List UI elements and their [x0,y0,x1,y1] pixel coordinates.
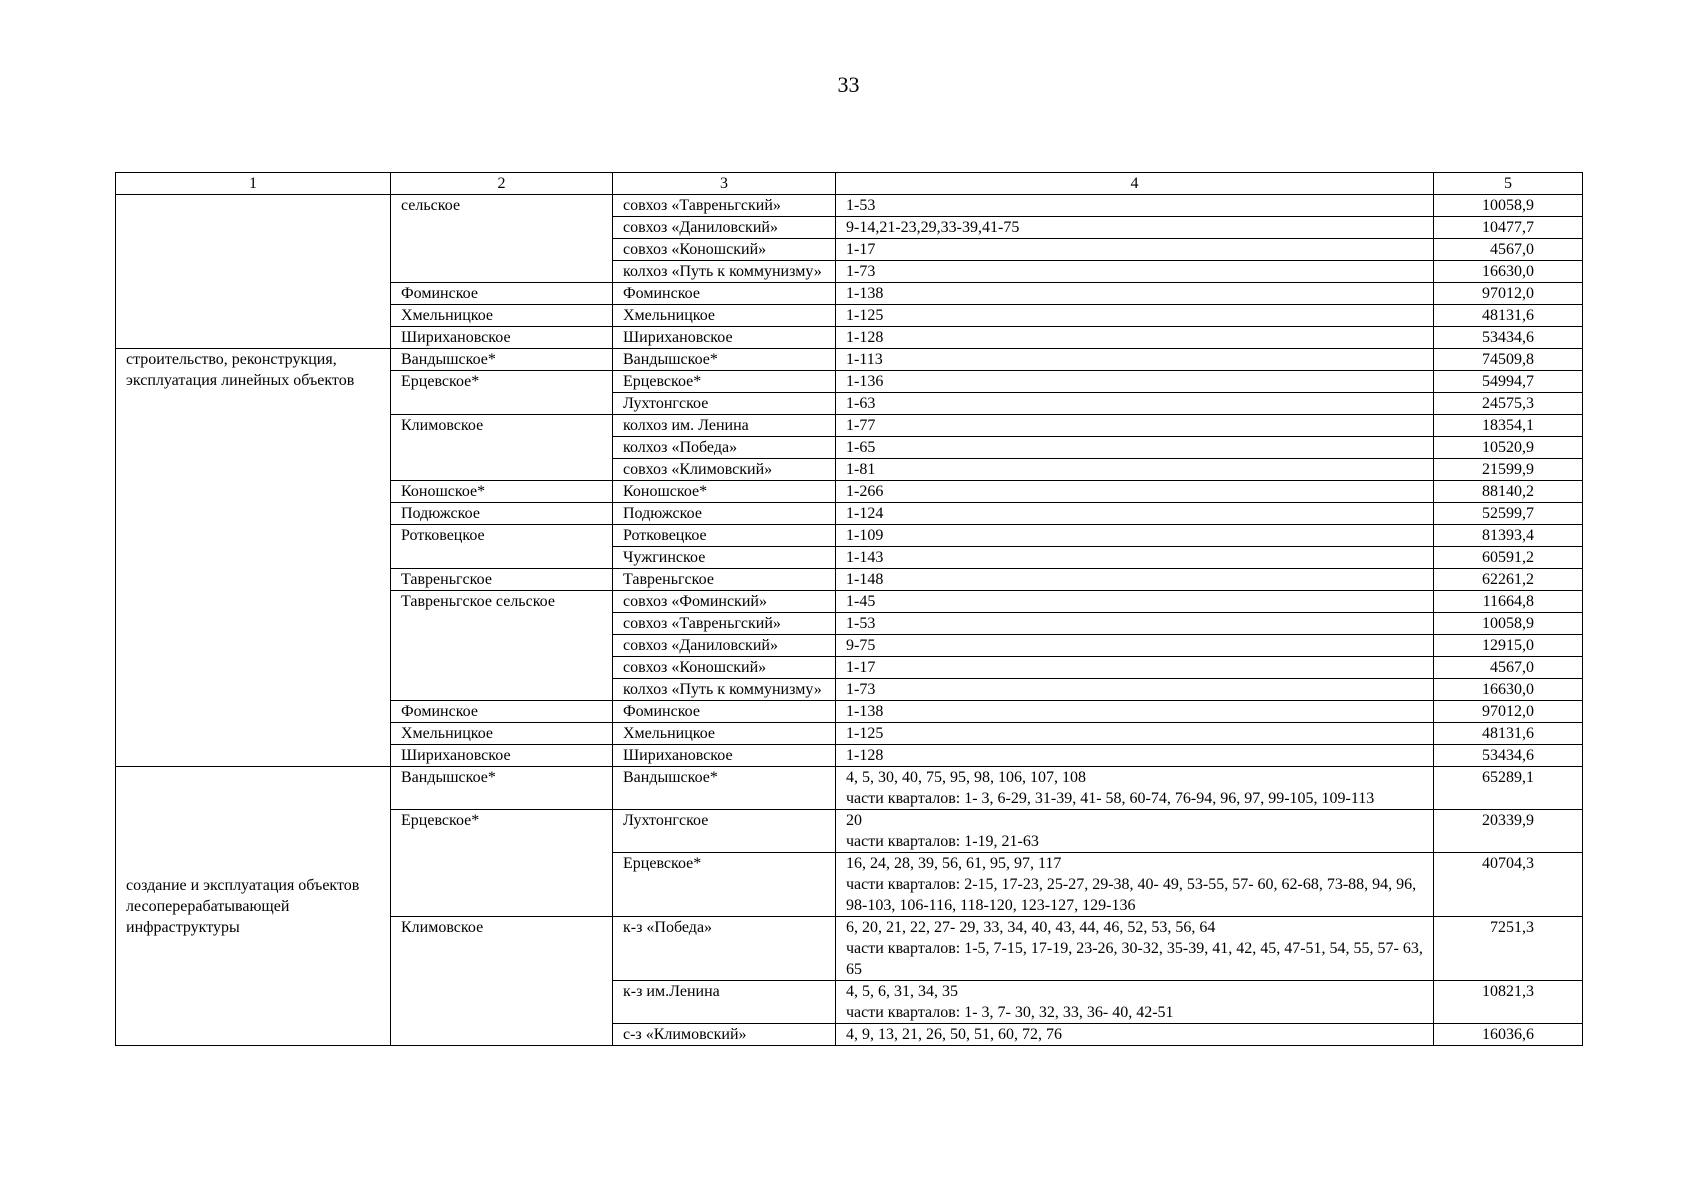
forestry-cell: Хмельницкое [391,305,613,327]
subdivision-cell: совхоз «Даниловский» [613,635,836,657]
table-header-row [116,173,1583,195]
subdivision-cell: колхоз «Победа» [613,437,836,459]
quarters-cell: 1-124 [836,503,1434,525]
land-parcels-table [115,172,1583,1046]
area-cell: 53434,6 [1434,745,1583,767]
quarters-partial-list: части кварталов: 1- 3, 6-29, 31-39, 41- 58, 60-74, 76-94, 96, 97, 99-105, 109-113 [846,790,1375,807]
subdivision-cell: к-з им.Ленина [613,981,836,1024]
area-cell: 48131,6 [1434,723,1583,745]
column-header: 2 [391,173,613,195]
forestry-cell: Ерцевское* [391,371,613,415]
area-cell: 16630,0 [1434,261,1583,283]
area-cell: 54994,7 [1434,371,1583,393]
forestry-cell: Коношское* [391,481,613,503]
area-cell: 48131,6 [1434,305,1583,327]
area-cell: 97012,0 [1434,283,1583,305]
forestry-cell: Климовское [391,917,613,1046]
subdivision-cell: Лухтонгское [613,810,836,853]
quarters-cell: 1-53 [836,195,1434,217]
subdivision-cell: Хмельницкое [613,723,836,745]
forestry-cell: Шириханoвское [391,745,613,767]
subdivision-cell: колхоз им. Ленина [613,415,836,437]
subdivision-cell: совхоз «Коношский» [613,657,836,679]
forestry-cell: сельское [391,195,613,283]
subdivision-cell: Коношское* [613,481,836,503]
subdivision-cell: Вандышское* [613,767,836,810]
quarters-full-list: 4, 5, 30, 40, 75, 95, 98, 106, 107, 108 [846,769,1086,786]
subdivision-cell: Лухтонгское [613,393,836,415]
subdivision-cell: совхоз «Тавреньгский» [613,195,836,217]
quarters-partial-list: части кварталов: 1-5, 7-15, 17-19, 23-26, 30-32, 35-39, 41, 42, 45, 47-51, 54, 55, 57- 63, 65 [846,940,1423,978]
area-cell: 88140,2 [1434,481,1583,503]
area-cell: 74509,8 [1434,349,1583,371]
quarters-cell: 1-63 [836,393,1434,415]
subdivision-cell: совхоз «Коношский» [613,239,836,261]
quarters-cell: 1-128 [836,745,1434,767]
activity-cell: строительство, реконструкция, эксплуатация линейных объектов [116,349,391,767]
quarters-cell: 1-138 [836,283,1434,305]
area-cell: 60591,2 [1434,547,1583,569]
quarters-cell: 9-14,21-23,29,33-39,41-75 [836,217,1434,239]
quarters-full-list: 20 [846,812,862,829]
quarters-cell: 1-148 [836,569,1434,591]
area-cell: 11664,8 [1434,591,1583,613]
table-row [116,195,1583,217]
area-cell: 10520,9 [1434,437,1583,459]
quarters-cell: 1-109 [836,525,1434,547]
table-row [116,767,1583,810]
quarters-cell [836,981,1434,1024]
area-cell: 65289,1 [1434,767,1583,810]
forestry-cell: Ерцевское* [391,810,613,917]
column-header: 1 [116,173,391,195]
quarters-full-list: 16, 24, 28, 39, 56, 61, 95, 97, 117 [846,855,1062,872]
table-row [116,349,1583,371]
quarters-cell [836,767,1434,810]
quarters-cell: 4, 9, 13, 21, 26, 50, 51, 60, 72, 76 [836,1024,1434,1046]
quarters-cell: 1-136 [836,371,1434,393]
forestry-cell: Подюжское [391,503,613,525]
area-cell: 4567,0 [1434,657,1583,679]
forestry-cell: Вандышское* [391,767,613,810]
subdivision-cell: Фоминское [613,283,836,305]
subdivision-cell: Шириханoвское [613,745,836,767]
subdivision-cell: с-з «Климовский» [613,1024,836,1046]
area-cell: 4567,0 [1434,239,1583,261]
forestry-cell: Фоминское [391,283,613,305]
quarters-cell [836,853,1434,917]
quarters-full-list: 4, 5, 6, 31, 34, 35 [846,983,958,1000]
quarters-partial-list: части кварталов: 1-19, 21-63 [846,833,1039,850]
area-cell: 62261,2 [1434,569,1583,591]
forestry-cell: Климовское [391,415,613,481]
forestry-cell: Тавреньгское сельское [391,591,613,701]
area-cell: 10477,7 [1434,217,1583,239]
forestry-cell: Фоминское [391,701,613,723]
quarters-partial-list: части кварталов: 2-15, 17-23, 25-27, 29-38, 40- 49, 53-55, 57- 60, 62-68, 73-88, 94, 96, 98-103, 106-116, 118-120, 123-127, 129-136 [846,876,1417,914]
quarters-cell: 1-125 [836,305,1434,327]
forestry-cell: Тавреньгское [391,569,613,591]
area-cell: 40704,3 [1434,853,1583,917]
forestry-cell: Хмельницкое [391,723,613,745]
area-cell: 7251,3 [1434,917,1583,981]
quarters-cell: 1-53 [836,613,1434,635]
quarters-cell: 1-128 [836,327,1434,349]
area-cell: 10821,3 [1434,981,1583,1024]
subdivision-cell: совхоз «Тавреньгский» [613,613,836,635]
area-cell: 81393,4 [1434,525,1583,547]
quarters-cell [836,917,1434,981]
quarters-cell: 1-77 [836,415,1434,437]
quarters-cell: 1-143 [836,547,1434,569]
area-cell: 52599,7 [1434,503,1583,525]
area-cell: 18354,1 [1434,415,1583,437]
area-cell: 53434,6 [1434,327,1583,349]
area-cell: 20339,9 [1434,810,1583,853]
subdivision-cell: Фоминское [613,701,836,723]
area-cell: 12915,0 [1434,635,1583,657]
subdivision-cell: Вандышское* [613,349,836,371]
area-cell: 10058,9 [1434,613,1583,635]
subdivision-cell: Шириханoвское [613,327,836,349]
column-header: 3 [613,173,836,195]
subdivision-cell: совхоз «Фоминский» [613,591,836,613]
subdivision-cell: к-з «Победа» [613,917,836,981]
quarters-partial-list: части кварталов: 1- 3, 7- 30, 32, 33, 36- 40, 42-51 [846,1004,1174,1021]
subdivision-cell: Подюжское [613,503,836,525]
forestry-cell: Шириханoвское [391,327,613,349]
quarters-cell: 1-45 [836,591,1434,613]
subdivision-cell: колхоз «Путь к коммунизму» [613,679,836,701]
column-header: 4 [836,173,1434,195]
quarters-cell [836,810,1434,853]
subdivision-cell: Ерцевское* [613,853,836,917]
subdivision-cell: Хмельницкое [613,305,836,327]
quarters-cell: 1-81 [836,459,1434,481]
area-cell: 10058,9 [1434,195,1583,217]
quarters-full-list: 6, 20, 21, 22, 27- 29, 33, 34, 40, 43, 44, 46, 52, 53, 56, 64 [846,919,1216,936]
subdivision-cell: Ерцевское* [613,371,836,393]
quarters-cell: 1-73 [836,261,1434,283]
subdivision-cell: Чужгинское [613,547,836,569]
subdivision-cell: Ротковецкое [613,525,836,547]
subdivision-cell: колхоз «Путь к коммунизму» [613,261,836,283]
quarters-cell: 1-73 [836,679,1434,701]
quarters-cell: 1-138 [836,701,1434,723]
quarters-cell: 1-65 [836,437,1434,459]
activity-cell: создание и эксплуатация объектов лесоперерабатывающей инфраструктуры [116,767,391,1046]
quarters-cell: 1-266 [836,481,1434,503]
page-number: 33 [837,72,860,97]
quarters-cell: 1-125 [836,723,1434,745]
forestry-cell: Вандышское* [391,349,613,371]
quarters-cell: 9-75 [836,635,1434,657]
activity-cell [116,195,391,349]
quarters-cell: 1-17 [836,657,1434,679]
quarters-cell: 1-17 [836,239,1434,261]
area-cell: 16630,0 [1434,679,1583,701]
area-cell: 16036,6 [1434,1024,1583,1046]
subdivision-cell: совхоз «Даниловский» [613,217,836,239]
area-cell: 97012,0 [1434,701,1583,723]
quarters-cell: 1-113 [836,349,1434,371]
area-cell: 21599,9 [1434,459,1583,481]
subdivision-cell: совхоз «Климовский» [613,459,836,481]
forestry-cell: Ротковецкое [391,525,613,569]
subdivision-cell: Тавреньгское [613,569,836,591]
area-cell: 24575,3 [1434,393,1583,415]
column-header: 5 [1434,173,1583,195]
